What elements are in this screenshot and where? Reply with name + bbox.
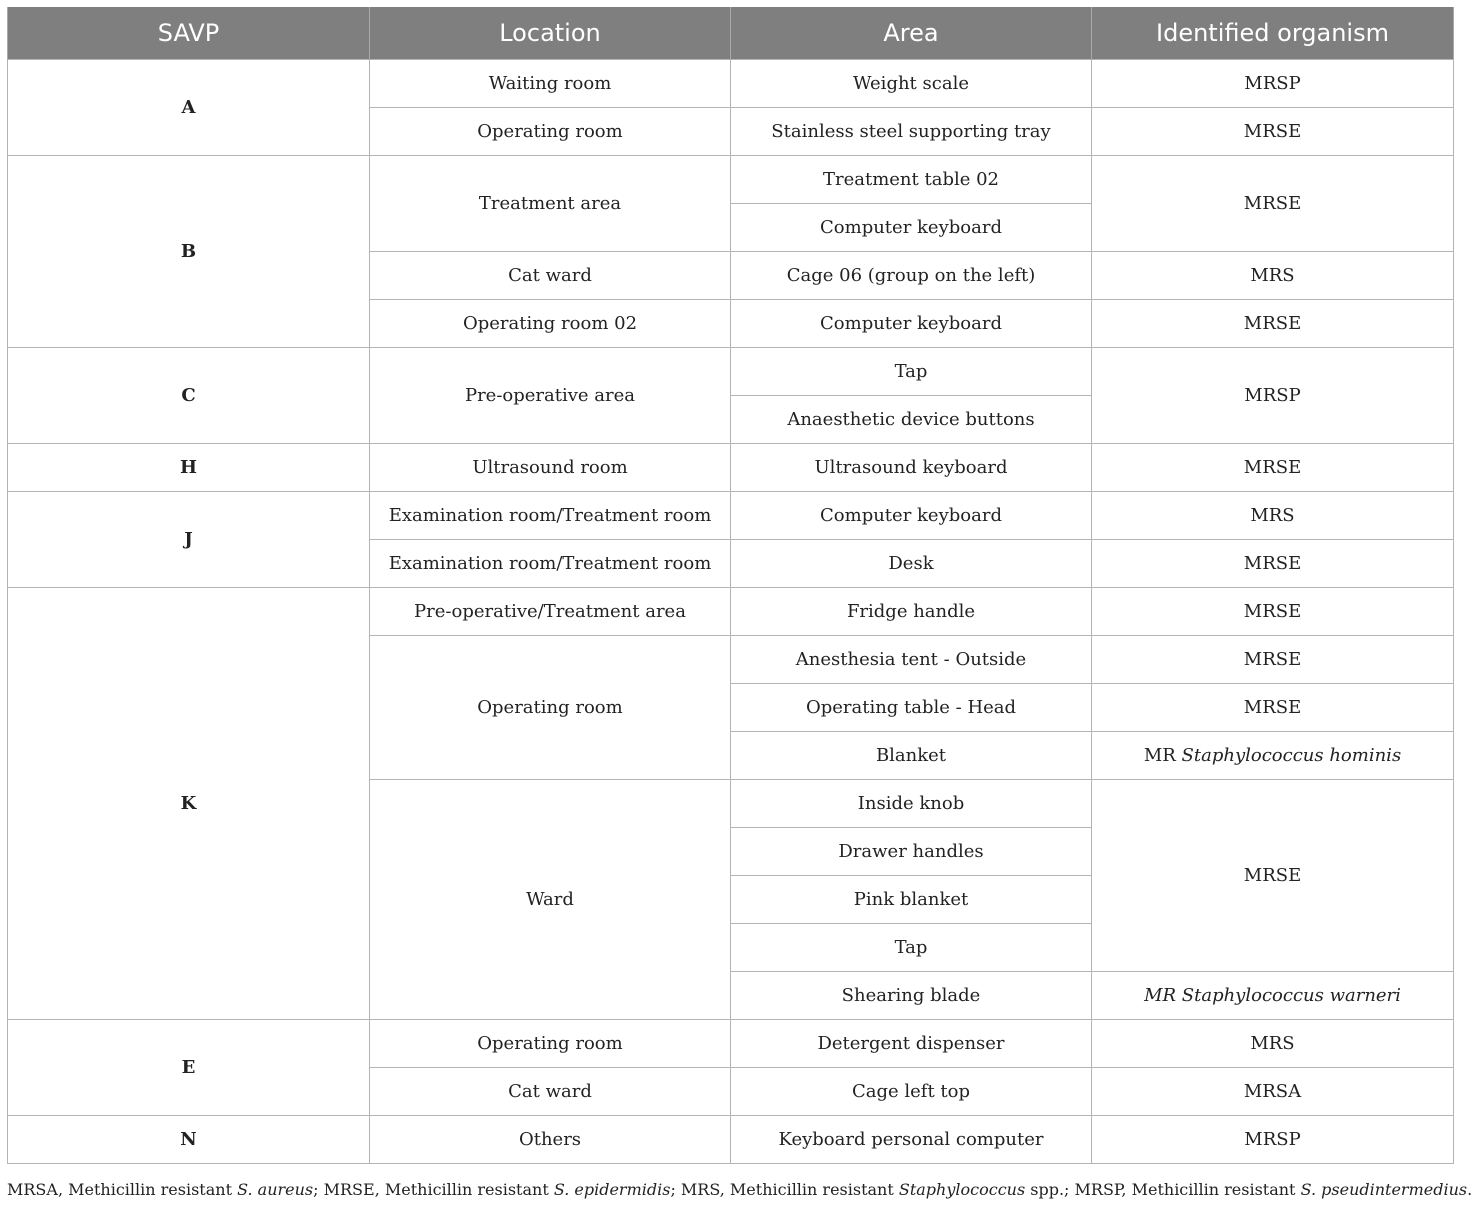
area-cell: Blanket (731, 732, 1092, 780)
footnote-text: . (1467, 1180, 1472, 1199)
header-organism: Identified organism (1092, 7, 1454, 60)
organism-cell: MRSE (1092, 780, 1454, 972)
organism-cell: MRS (1092, 252, 1454, 300)
table-row (8, 156, 1454, 204)
savp-cell: J (8, 492, 370, 588)
footnote-species: S. epidermidis (553, 1180, 671, 1199)
area-cell: Computer keyboard (731, 204, 1092, 252)
header-row (8, 7, 1454, 60)
footnote-text: MRSA, Methicillin resistant (7, 1180, 238, 1199)
table-row (8, 1020, 1454, 1068)
savp-cell: K (8, 588, 370, 1020)
savp-cell: N (8, 1116, 370, 1164)
location-cell: Others (370, 1116, 731, 1164)
location-cell: Waiting room (370, 60, 731, 108)
location-cell: Operating room 02 (370, 300, 731, 348)
organism-prefix: MR (1143, 745, 1176, 766)
area-cell: Shearing blade (731, 972, 1092, 1020)
organism-cell: MRSP (1092, 60, 1454, 108)
area-cell: Tap (731, 348, 1092, 396)
area-cell: Stainless steel supporting tray (731, 108, 1092, 156)
area-cell: Ultrasound keyboard (731, 444, 1092, 492)
savp-cell: B (8, 156, 370, 348)
organism-species: Staphylococcus hominis (1181, 745, 1402, 766)
organism-cell: MRSE (1092, 156, 1454, 252)
area-cell: Anaesthetic device buttons (731, 396, 1092, 444)
location-cell: Operating room (370, 1020, 731, 1068)
header-savp: SAVP (8, 7, 370, 60)
location-cell: Operating room (370, 108, 731, 156)
area-cell: Tap (731, 924, 1092, 972)
location-cell: Pre-operative/Treatment area (370, 588, 731, 636)
area-cell: Treatment table 02 (731, 156, 1092, 204)
area-cell: Drawer handles (731, 828, 1092, 876)
table-row (8, 588, 1454, 636)
organism-cell: MRS (1092, 492, 1454, 540)
area-cell: Inside knob (731, 780, 1092, 828)
table-row (8, 492, 1454, 540)
area-cell: Computer keyboard (731, 300, 1092, 348)
organism-cell: MRSP (1092, 348, 1454, 444)
savp-cell: E (8, 1020, 370, 1116)
footnote-species: S. pseudintermedius (1300, 1180, 1468, 1199)
organism-cell: MRSE (1092, 540, 1454, 588)
organism-cell: MRSE (1092, 684, 1454, 732)
savp-cell: A (8, 60, 370, 156)
table-row (8, 60, 1454, 108)
organism-cell: MRSE (1092, 444, 1454, 492)
location-cell: Operating room (370, 636, 731, 780)
location-cell: Examination room/Treatment room (370, 492, 731, 540)
organism-cell: MRS (1092, 1020, 1454, 1068)
area-cell: Fridge handle (731, 588, 1092, 636)
area-cell: Pink blanket (731, 876, 1092, 924)
area-cell: Anesthesia tent - Outside (731, 636, 1092, 684)
location-cell: Pre-operative area (370, 348, 731, 444)
location-cell: Ultrasound room (370, 444, 731, 492)
organism-cell (1092, 732, 1454, 780)
location-cell: Cat ward (370, 252, 731, 300)
results-table-wrapper (7, 7, 1453, 1164)
organism-species: MR Staphylococcus warneri (1144, 985, 1401, 1006)
area-cell: Cage left top (731, 1068, 1092, 1116)
savp-cell: C (8, 348, 370, 444)
table-footnote (7, 1180, 1472, 1199)
location-cell: Examination room/Treatment room (370, 540, 731, 588)
results-table (7, 7, 1454, 1164)
footnote-text: spp.; MRSP, Methicillin resistant (1025, 1180, 1301, 1199)
organism-cell (1092, 972, 1454, 1020)
organism-cell: MRSE (1092, 300, 1454, 348)
location-cell: Cat ward (370, 1068, 731, 1116)
area-cell: Keyboard personal computer (731, 1116, 1092, 1164)
savp-cell: H (8, 444, 370, 492)
organism-cell: MRSA (1092, 1068, 1454, 1116)
organism-cell: MRSE (1092, 588, 1454, 636)
table-row (8, 1116, 1454, 1164)
organism-cell: MRSE (1092, 636, 1454, 684)
organism-cell: MRSP (1092, 1116, 1454, 1164)
footnote-text: ; MRSE, Methicillin resistant (313, 1180, 554, 1199)
footnote-text: ; MRS, Methicillin resistant (670, 1180, 899, 1199)
area-cell: Operating table - Head (731, 684, 1092, 732)
header-area: Area (731, 7, 1092, 60)
area-cell: Cage 06 (group on the left) (731, 252, 1092, 300)
area-cell: Computer keyboard (731, 492, 1092, 540)
footnote-species: Staphylococcus (898, 1180, 1026, 1199)
header-location: Location (370, 7, 731, 60)
area-cell: Weight scale (731, 60, 1092, 108)
location-cell: Ward (370, 780, 731, 1020)
footnote-species: S. aureus (237, 1180, 314, 1199)
table-row (8, 444, 1454, 492)
area-cell: Desk (731, 540, 1092, 588)
area-cell: Detergent dispenser (731, 1020, 1092, 1068)
organism-cell: MRSE (1092, 108, 1454, 156)
location-cell: Treatment area (370, 156, 731, 252)
table-row (8, 348, 1454, 396)
